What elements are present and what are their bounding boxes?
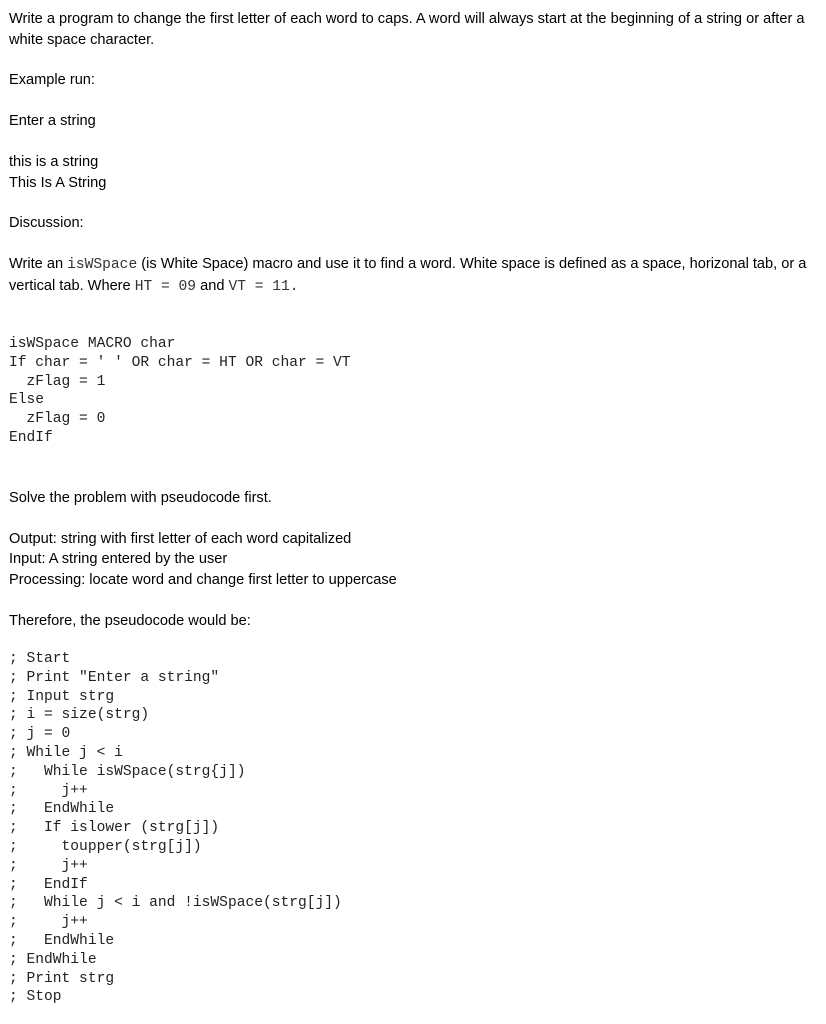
input-definition: Input: A string entered by the user	[9, 551, 228, 567]
pseudocode-line: ; Start	[9, 651, 71, 667]
macro-code-line: zFlag = 1	[9, 373, 106, 390]
solve-instruction: Solve the problem with pseudocode first.	[9, 490, 272, 506]
processing-definition: Processing: locate word and change first letter to uppercase	[9, 572, 397, 588]
therefore-line: Therefore, the pseudocode would be:	[9, 613, 251, 629]
macro-code-line: If char = ' ' OR char = HT OR char = VT	[9, 354, 351, 371]
discussion-text-1: Write an	[9, 256, 68, 272]
pseudocode-line: ; EndWhile	[9, 932, 115, 949]
pseudocode-line: ; Input strg	[9, 688, 115, 705]
intro-paragraph: Write a program to change the first letter of each word to caps. A word will always start at the beginning of a string or after a white space character.	[9, 11, 809, 48]
pseudocode-line: ; While j < i	[9, 744, 123, 761]
vt-code: VT = 11.	[228, 278, 299, 295]
pseudocode-line: ; If islower (strg[j])	[9, 820, 220, 837]
pseudocode-line: ; toupper(strg[j])	[9, 838, 202, 855]
macro-name-code: isWSpace	[67, 257, 138, 273]
macro-code-line: EndIf	[9, 429, 53, 446]
pseudocode-line: ; j++	[9, 914, 88, 931]
pseudocode-line: ; j = 0	[9, 726, 71, 743]
pseudocode-line: ; i = size(strg)	[9, 707, 150, 724]
example-output: This Is A String	[9, 175, 107, 191]
discussion-text-3: and	[196, 277, 229, 294]
discussion-paragraph	[9, 254, 819, 297]
ht-code: HT = 09	[134, 278, 197, 295]
pseudocode-line: ; Print strg	[9, 970, 115, 987]
pseudocode-line: ; Stop	[9, 989, 62, 1006]
example-heading: Example run:	[9, 72, 95, 88]
pseudocode-line: ; Print "Enter a string"	[9, 669, 220, 686]
macro-code-line: isWSpace MACRO char	[9, 336, 176, 352]
macro-code-line: zFlag = 0	[9, 411, 106, 428]
pseudocode-line: ; EndWhile	[9, 801, 115, 818]
pseudocode-line: ; j++	[9, 782, 88, 799]
pseudocode-line: ; EndWhile	[9, 951, 97, 968]
discussion-heading: Discussion:	[9, 215, 84, 231]
pseudocode-line: ; While isWSpace(strg{j])	[9, 763, 246, 780]
pseudocode-line: ; j++	[9, 857, 88, 874]
example-prompt: Enter a string	[9, 113, 96, 129]
example-input: this is a string	[9, 154, 99, 170]
output-definition: Output: string with first letter of each word capitalized	[9, 531, 352, 547]
macro-code-block	[9, 335, 351, 448]
pseudocode-line: ; EndIf	[9, 876, 88, 893]
pseudocode-line: ; While j < i and !isWSpace(strg[j])	[9, 895, 342, 912]
pseudocode-block	[9, 650, 342, 1007]
discussion-text-2: (is White Space) macro and use it to find a word. White space is defined as a space, horizonal tab, or a vertical tab. Where	[9, 256, 811, 294]
macro-code-line: Else	[9, 392, 45, 409]
